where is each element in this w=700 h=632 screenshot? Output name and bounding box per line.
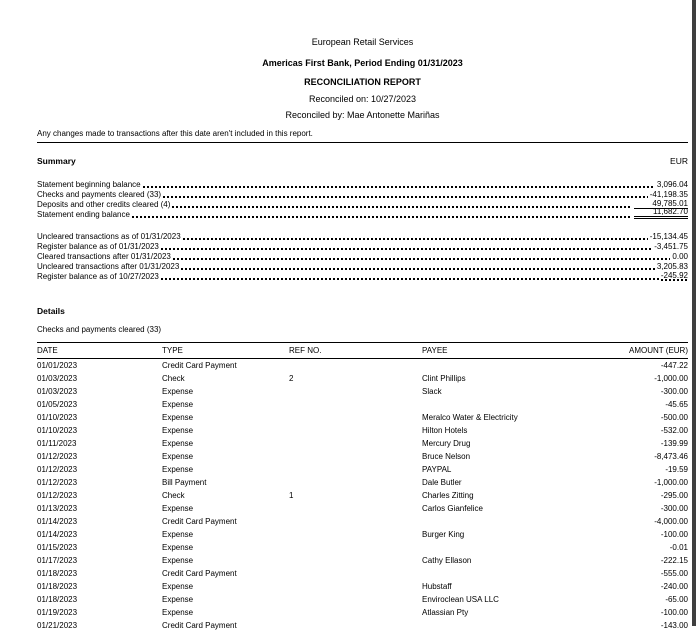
summary-row-amount: 11,682.70 bbox=[634, 207, 688, 219]
cell-type: Expense bbox=[162, 439, 194, 448]
cell-amount: -300.00 bbox=[660, 504, 688, 513]
table-row bbox=[37, 463, 688, 476]
dotted-leader bbox=[181, 268, 655, 270]
cell-type: Expense bbox=[162, 465, 194, 474]
cell-amount: -555.00 bbox=[660, 569, 688, 578]
cell-amount: -100.00 bbox=[660, 530, 688, 539]
cell-amount: -222.15 bbox=[660, 556, 688, 565]
cell-payee: Carlos Gianfelice bbox=[422, 504, 483, 513]
table-row bbox=[37, 528, 688, 541]
summary-row-label: Register balance as of 10/27/2023 bbox=[37, 272, 159, 281]
cell-date: 01/21/2023 bbox=[37, 621, 78, 630]
cell-type: Bill Payment bbox=[162, 478, 207, 487]
summary-row bbox=[37, 251, 688, 261]
cell-payee: Hilton Hotels bbox=[422, 426, 468, 435]
cell-date: 01/14/2023 bbox=[37, 517, 78, 526]
cell-amount: -143.00 bbox=[660, 621, 688, 630]
summary-row-amount: -245.92 bbox=[660, 271, 688, 280]
table-row bbox=[37, 502, 688, 515]
cell-payee: Burger King bbox=[422, 530, 465, 539]
cell-amount: -8,473.46 bbox=[654, 452, 688, 461]
cell-date: 01/12/2023 bbox=[37, 491, 78, 500]
cell-type: Expense bbox=[162, 530, 194, 539]
cell-amount: -45.65 bbox=[665, 400, 688, 409]
table-row bbox=[37, 359, 688, 372]
column-header-amount: AMOUNT (EUR) bbox=[629, 346, 688, 355]
cell-date: 01/01/2023 bbox=[37, 361, 78, 370]
table-row bbox=[37, 424, 688, 437]
cell-amount: -447.22 bbox=[660, 361, 688, 370]
cell-type: Expense bbox=[162, 582, 194, 591]
summary-row-label: Deposits and other credits cleared (4) bbox=[37, 200, 171, 209]
cell-amount: -500.00 bbox=[660, 413, 688, 422]
summary-currency-label: EUR bbox=[670, 156, 688, 166]
summary-row bbox=[37, 199, 688, 209]
cell-amount: -1,000.00 bbox=[654, 374, 688, 383]
cell-type: Credit Card Payment bbox=[162, 621, 237, 630]
summary-row-label: Cleared transactions after 01/31/2023 bbox=[37, 252, 171, 261]
cell-type: Expense bbox=[162, 426, 194, 435]
table-row bbox=[37, 385, 688, 398]
cell-type: Credit Card Payment bbox=[162, 517, 237, 526]
cell-payee: Enviroclean USA LLC bbox=[422, 595, 499, 604]
cell-date: 01/19/2023 bbox=[37, 608, 78, 617]
reconciliation-report-page bbox=[37, 0, 688, 632]
cell-payee: Atlassian Pty bbox=[422, 608, 469, 617]
cell-type: Check bbox=[162, 374, 185, 383]
summary-row bbox=[37, 241, 688, 251]
table-row bbox=[37, 606, 688, 619]
cell-payee: Bruce Nelson bbox=[422, 452, 471, 461]
summary-row-amount: -15,134.45 bbox=[649, 232, 688, 241]
table-row bbox=[37, 580, 688, 593]
summary-row-label: Register balance as of 01/31/2023 bbox=[37, 242, 159, 251]
cell-amount: -1,000.00 bbox=[654, 478, 688, 487]
summary-section-header bbox=[37, 156, 688, 167]
cell-amount: -300.00 bbox=[660, 387, 688, 396]
summary-row-amount: 3,205.83 bbox=[656, 262, 688, 271]
table-row bbox=[37, 437, 688, 450]
column-header-ref-no: REF NO. bbox=[289, 346, 322, 355]
cell-payee: Slack bbox=[422, 387, 442, 396]
dotted-leader bbox=[173, 258, 671, 260]
cell-date: 01/03/2023 bbox=[37, 387, 78, 396]
cell-amount: -100.00 bbox=[660, 608, 688, 617]
table-row bbox=[37, 593, 688, 606]
bank-period-line: Americas First Bank, Period Ending 01/31/2023 bbox=[262, 58, 463, 68]
cell-amount: -4,000.00 bbox=[654, 517, 688, 526]
cell-payee: Charles Zitting bbox=[422, 491, 474, 500]
details-heading: Details bbox=[37, 306, 65, 316]
summary-row-label: Checks and payments cleared (33) bbox=[37, 190, 162, 199]
summary-row bbox=[37, 271, 688, 281]
summary-row-label: Uncleared transactions as of 01/31/2023 bbox=[37, 232, 181, 241]
cell-date: 01/12/2023 bbox=[37, 478, 78, 487]
cell-type: Expense bbox=[162, 595, 194, 604]
cell-type: Expense bbox=[162, 413, 194, 422]
cell-type: Expense bbox=[162, 556, 194, 565]
summary-register-block bbox=[37, 231, 688, 281]
summary-row bbox=[37, 179, 688, 189]
changes-notice: Any changes made to transactions after this date aren't included in this report. bbox=[37, 128, 688, 143]
cell-date: 01/18/2023 bbox=[37, 582, 78, 591]
cell-ref-no: 1 bbox=[289, 491, 294, 500]
cell-type: Expense bbox=[162, 400, 194, 409]
table-row bbox=[37, 372, 688, 385]
cell-payee: Dale Butler bbox=[422, 478, 462, 487]
summary-row-amount: 49,785.01 bbox=[634, 199, 688, 209]
dotted-leader bbox=[143, 186, 655, 188]
cell-type: Credit Card Payment bbox=[162, 361, 237, 370]
summary-row bbox=[37, 231, 688, 241]
cell-date: 01/18/2023 bbox=[37, 595, 78, 604]
summary-heading: Summary bbox=[37, 156, 76, 166]
cell-type: Expense bbox=[162, 608, 194, 617]
column-header-type: TYPE bbox=[162, 346, 183, 355]
window-right-edge bbox=[692, 0, 696, 626]
dotted-leader bbox=[183, 238, 648, 240]
cell-date: 01/10/2023 bbox=[37, 426, 78, 435]
dotted-leader bbox=[161, 248, 652, 250]
table-row bbox=[37, 489, 688, 502]
table-row bbox=[37, 554, 688, 567]
cell-date: 01/14/2023 bbox=[37, 530, 78, 539]
cell-amount: -65.00 bbox=[665, 595, 688, 604]
summary-row bbox=[37, 209, 688, 219]
table-row bbox=[37, 398, 688, 411]
summary-row-amount: 0.00 bbox=[672, 252, 688, 261]
cell-date: 01/18/2023 bbox=[37, 569, 78, 578]
summary-row-amount: -3,451.75 bbox=[654, 242, 688, 251]
summary-row bbox=[37, 261, 688, 271]
cell-date: 01/17/2023 bbox=[37, 556, 78, 565]
table-row bbox=[37, 567, 688, 580]
column-header-date: DATE bbox=[37, 346, 58, 355]
cell-type: Expense bbox=[162, 387, 194, 396]
table-row bbox=[37, 515, 688, 528]
summary-row-label: Statement ending balance bbox=[37, 210, 130, 219]
cell-payee: Clint Phillips bbox=[422, 374, 466, 383]
table-row bbox=[37, 450, 688, 463]
dotted-leader bbox=[161, 278, 659, 280]
column-header-payee: PAYEE bbox=[422, 346, 448, 355]
report-title: RECONCILIATION REPORT bbox=[304, 77, 421, 87]
cell-payee: PAYPAL bbox=[422, 465, 452, 474]
cell-amount: -295.00 bbox=[660, 491, 688, 500]
cell-date: 01/11/2023 bbox=[37, 439, 77, 448]
table-row bbox=[37, 476, 688, 489]
details-table-body bbox=[37, 359, 688, 632]
table-row bbox=[37, 411, 688, 424]
dotted-leader bbox=[172, 206, 632, 208]
summary-balance-block bbox=[37, 179, 688, 219]
details-subheading: Checks and payments cleared (33) bbox=[37, 325, 162, 334]
cell-payee: Mercury Drug bbox=[422, 439, 471, 448]
cell-date: 01/12/2023 bbox=[37, 465, 78, 474]
cell-payee: Cathy Ellason bbox=[422, 556, 472, 565]
reconciled-on-line: Reconciled on: 10/27/2023 bbox=[308, 94, 417, 104]
cell-amount: -0.01 bbox=[669, 543, 688, 552]
cell-date: 01/10/2023 bbox=[37, 413, 78, 422]
cell-ref-no: 2 bbox=[289, 374, 294, 383]
cell-amount: -139.99 bbox=[660, 439, 688, 448]
cell-date: 01/12/2023 bbox=[37, 452, 78, 461]
cell-payee: Meralco Water & Electricity bbox=[422, 413, 518, 422]
cell-payee: Hubstaff bbox=[422, 582, 452, 591]
cell-amount: -240.00 bbox=[660, 582, 688, 591]
reconciled-by-line: Reconciled by: Mae Antonette Mariñas bbox=[285, 110, 440, 120]
dotted-leader bbox=[163, 196, 648, 198]
summary-row-label: Statement beginning balance bbox=[37, 180, 141, 189]
cell-date: 01/03/2023 bbox=[37, 374, 78, 383]
cell-type: Check bbox=[162, 491, 185, 500]
cell-amount: -532.00 bbox=[660, 426, 688, 435]
summary-row-label: Uncleared transactions after 01/31/2023 bbox=[37, 262, 180, 271]
summary-row-amount: 3,096.04 bbox=[656, 180, 688, 189]
cell-date: 01/15/2023 bbox=[37, 543, 78, 552]
dotted-leader bbox=[132, 216, 632, 218]
cell-type: Expense bbox=[162, 543, 194, 552]
summary-row bbox=[37, 189, 688, 199]
cell-amount: -19.59 bbox=[665, 465, 688, 474]
cell-type: Credit Card Payment bbox=[162, 569, 237, 578]
details-table-header bbox=[37, 342, 688, 359]
cell-date: 01/05/2023 bbox=[37, 400, 78, 409]
cell-date: 01/13/2023 bbox=[37, 504, 78, 513]
cell-type: Expense bbox=[162, 452, 194, 461]
table-row bbox=[37, 541, 688, 554]
cell-type: Expense bbox=[162, 504, 194, 513]
company-name: European Retail Services bbox=[311, 37, 414, 47]
summary-row-amount: -41,198.35 bbox=[649, 190, 688, 199]
